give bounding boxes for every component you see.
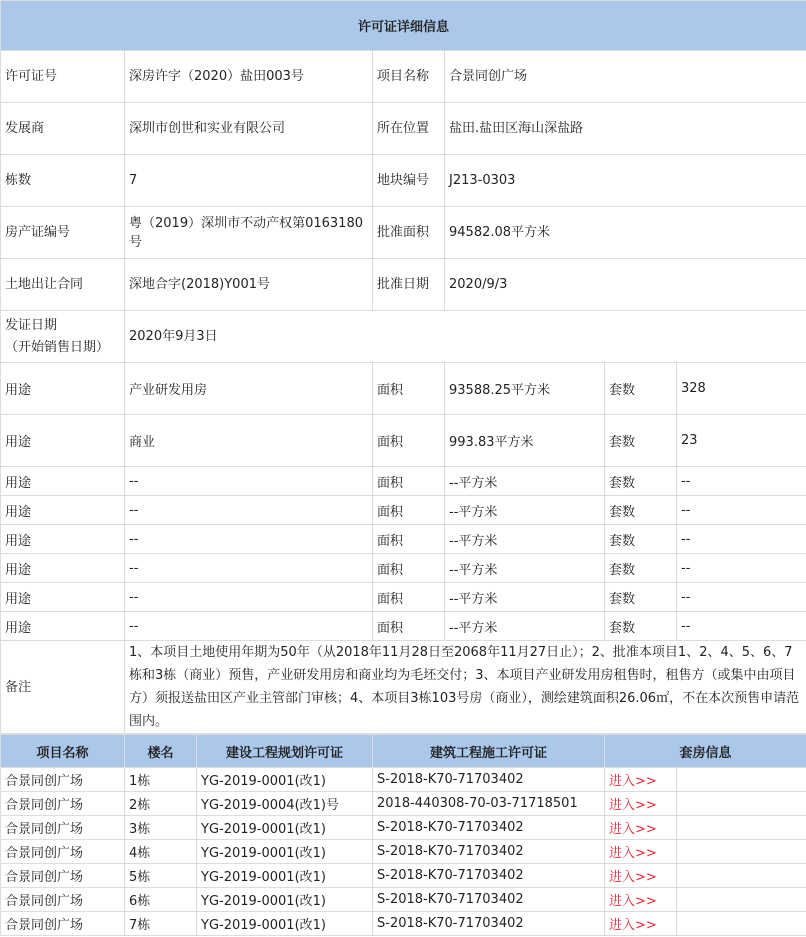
enter-link-cell [605,816,677,840]
usage-area-value: --平方米 [445,554,605,583]
project-name-label: 项目名称 [373,51,445,103]
usage-units-value: -- [677,583,806,612]
usage-units-value: 328 [677,363,806,415]
usage-row [1,415,806,467]
col-header-building: 楼名 [125,735,197,768]
col-header-planning-permit: 建设工程规划许可证 [197,735,373,768]
usage-area-value: 993.83平方米 [445,415,605,467]
enter-link[interactable]: 进入>> [609,774,657,789]
usage-area-value: --平方米 [445,467,605,496]
issue-date-label-line1: 发证日期 [5,317,58,333]
empty-cell [677,768,806,792]
parcel-value: J213-0303 [445,155,806,207]
usage-area-label: 面积 [373,612,445,641]
planning-permit-cell: YG-2019-0001(改1) [197,840,373,864]
project-cell: 合景同创广场 [1,768,125,792]
usage-row [1,612,806,641]
empty-cell [677,840,806,864]
usage-units-label: 套数 [605,525,677,554]
building-cell: 5栋 [125,864,197,888]
usage-use-label: 用途 [1,583,125,612]
usage-units-label: 套数 [605,363,677,415]
enter-link-cell [605,864,677,888]
usage-use-label: 用途 [1,363,125,415]
usage-area-label: 面积 [373,363,445,415]
usage-use-value: -- [125,467,373,496]
enter-link[interactable]: 进入>> [609,846,657,861]
construction-permit-cell: S-2018-K70-71703402 [373,840,605,864]
usage-row [1,554,806,583]
buildings-value: 7 [125,155,373,207]
approval-date-label: 批准日期 [373,259,445,311]
enter-link[interactable]: 进入>> [609,894,657,909]
construction-permit-cell: S-2018-K70-71703402 [373,816,605,840]
location-value: 盐田.盐田区海山深盐路 [445,103,806,155]
building-cell: 2栋 [125,792,197,816]
enter-link-cell [605,888,677,912]
planning-permit-cell: YG-2019-0004(改1)号 [197,792,373,816]
usage-area-label: 面积 [373,496,445,525]
table-row [1,912,806,936]
usage-units-value: -- [677,554,806,583]
usage-area-label: 面积 [373,525,445,554]
usage-area-label: 面积 [373,554,445,583]
usage-use-value: -- [125,583,373,612]
planning-permit-cell: YG-2019-0001(改1) [197,816,373,840]
table-row [1,888,806,912]
usage-use-value: -- [125,612,373,641]
remark-text: 1、本项目土地使用年期为50年（从2018年11月28日至2068年11月27日止）；2、批准本项目1、2、4、5、6、7栋和3栋（商业）预售，产业研发用房和商业均为毛坯交付；3、本项目产业研发用房租售时，租售方（或集中由项目方）须报送盐田区产业主管部门审核；4、本项目3栋103号房（商业），测绘建筑面积26.06㎡，不在本次预售申请范围内。 [125,641,806,734]
col-header-unit-info: 套房信息 [605,735,806,768]
buildings-table [0,734,806,936]
project-cell: 合景同创广场 [1,816,125,840]
planning-permit-cell: YG-2019-0001(改1) [197,768,373,792]
construction-permit-cell: S-2018-K70-71703402 [373,768,605,792]
approved-area-value: 94582.08平方米 [445,207,806,259]
table-row [1,792,806,816]
empty-cell [677,888,806,912]
usage-row [1,363,806,415]
empty-cell [677,816,806,840]
usage-use-label: 用途 [1,467,125,496]
page-title: 许可证详细信息 [1,1,806,51]
usage-use-label: 用途 [1,496,125,525]
project-cell: 合景同创广场 [1,840,125,864]
enter-link-cell [605,792,677,816]
issue-date-value: 2020年9月3日 [125,311,806,363]
usage-row [1,496,806,525]
building-cell: 1栋 [125,768,197,792]
usage-use-value: -- [125,496,373,525]
usage-row [1,525,806,554]
usage-use-label: 用途 [1,415,125,467]
location-label: 所在位置 [373,103,445,155]
table-row [1,840,806,864]
parcel-label: 地块编号 [373,155,445,207]
usage-units-value: -- [677,467,806,496]
usage-area-label: 面积 [373,583,445,612]
usage-area-value: --平方米 [445,583,605,612]
building-cell: 3栋 [125,816,197,840]
building-cell: 6栋 [125,888,197,912]
usage-units-label: 套数 [605,415,677,467]
project-cell: 合景同创广场 [1,912,125,936]
issue-date-label-line2: （开始销售日期） [5,339,110,355]
usage-use-label: 用途 [1,554,125,583]
enter-link[interactable]: 进入>> [609,918,657,933]
usage-use-value: 产业研发用房 [125,363,373,415]
usage-use-value: 商业 [125,415,373,467]
usage-area-value: --平方米 [445,612,605,641]
building-cell: 4栋 [125,840,197,864]
col-header-construction-permit: 建筑工程施工许可证 [373,735,605,768]
construction-permit-cell: S-2018-K70-71703402 [373,864,605,888]
enter-link[interactable]: 进入>> [609,822,657,837]
land-contract-label: 土地出让合同 [1,259,125,311]
enter-link-cell [605,840,677,864]
planning-permit-cell: YG-2019-0001(改1) [197,912,373,936]
usage-area-label: 面积 [373,415,445,467]
remark-label: 备注 [1,641,125,734]
construction-permit-cell: S-2018-K70-71703402 [373,912,605,936]
developer-label: 发展商 [1,103,125,155]
enter-link-cell [605,912,677,936]
project-cell: 合景同创广场 [1,888,125,912]
usage-units-value: 23 [677,415,806,467]
usage-units-label: 套数 [605,612,677,641]
permit-no-value: 深房许字（2020）盐田003号 [125,51,373,103]
developer-value: 深圳市创世和实业有限公司 [125,103,373,155]
building-cell: 7栋 [125,912,197,936]
usage-row [1,467,806,496]
usage-units-value: -- [677,612,806,641]
table-row [1,864,806,888]
table-row [1,816,806,840]
project-cell: 合景同创广场 [1,864,125,888]
usage-use-value: -- [125,554,373,583]
empty-cell [677,864,806,888]
property-cert-label: 房产证编号 [1,207,125,259]
usage-units-label: 套数 [605,554,677,583]
col-header-project: 项目名称 [1,735,125,768]
empty-cell [677,912,806,936]
usage-area-label: 面积 [373,467,445,496]
usage-area-value: --平方米 [445,525,605,554]
buildings-label: 栋数 [1,155,125,207]
project-cell: 合景同创广场 [1,792,125,816]
usage-units-label: 套数 [605,583,677,612]
approval-date-value: 2020/9/3 [445,259,806,311]
property-cert-value: 粤（2019）深圳市不动产权第0163180号 [125,207,373,259]
planning-permit-cell: YG-2019-0001(改1) [197,888,373,912]
approved-area-label: 批准面积 [373,207,445,259]
empty-cell [677,792,806,816]
usage-row [1,583,806,612]
usage-units-label: 套数 [605,467,677,496]
usage-area-value: --平方米 [445,496,605,525]
usage-units-value: -- [677,496,806,525]
usage-use-label: 用途 [1,612,125,641]
construction-permit-cell: 2018-440308-70-03-71718501 [373,792,605,816]
project-name-value: 合景同创广场 [445,51,806,103]
permit-no-label: 许可证号 [1,51,125,103]
usage-area-value: 93588.25平方米 [445,363,605,415]
usage-units-value: -- [677,525,806,554]
table-row [1,768,806,792]
usage-units-label: 套数 [605,496,677,525]
land-contract-value: 深地合字(2018)Y001号 [125,259,373,311]
enter-link[interactable]: 进入>> [609,870,657,885]
enter-link-cell [605,768,677,792]
planning-permit-cell: YG-2019-0001(改1) [197,864,373,888]
construction-permit-cell: S-2018-K70-71703402 [373,888,605,912]
usage-use-value: -- [125,525,373,554]
usage-use-label: 用途 [1,525,125,554]
issue-date-label [1,311,125,363]
enter-link[interactable]: 进入>> [609,798,657,813]
